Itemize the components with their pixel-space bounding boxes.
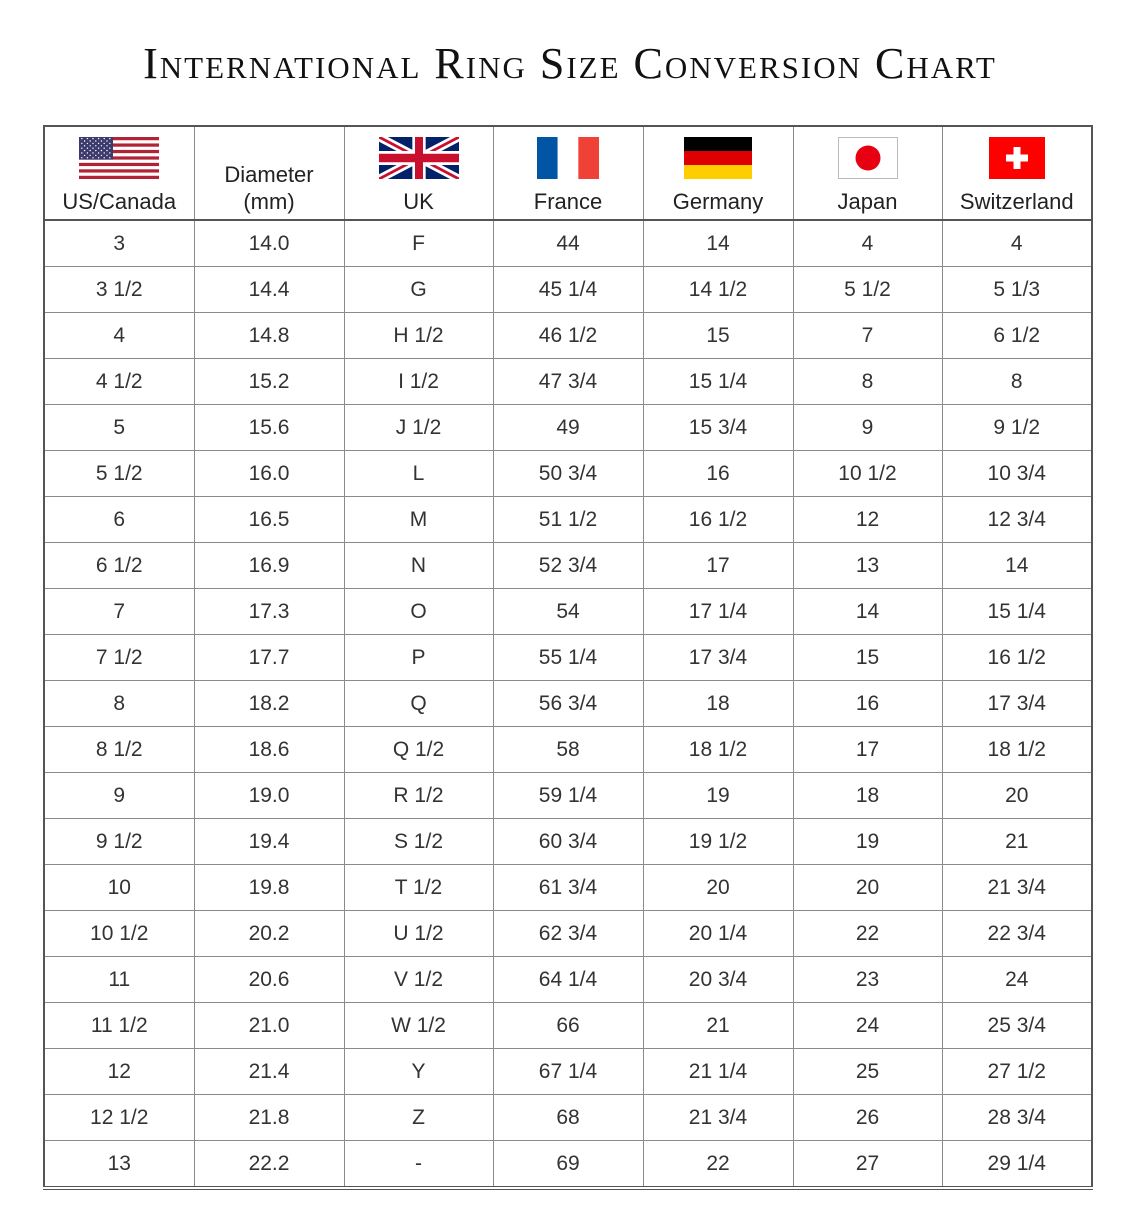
table-cell: 6 1/2 <box>44 543 194 589</box>
table-cell: 9 <box>793 405 942 451</box>
table-cell: 29 1/4 <box>942 1141 1092 1189</box>
table-cell: H 1/2 <box>344 313 493 359</box>
table-cell: 12 <box>44 1049 194 1095</box>
table-row <box>44 1003 1092 1049</box>
table-cell: 60 3/4 <box>493 819 643 865</box>
table-cell: 6 <box>44 497 194 543</box>
table-cell: 11 <box>44 957 194 1003</box>
table-cell: 4 1/2 <box>44 359 194 405</box>
table-cell: 20 3/4 <box>643 957 793 1003</box>
table-cell: 10 1/2 <box>44 911 194 957</box>
table-cell: 17 1/4 <box>643 589 793 635</box>
table-cell: 17 <box>643 543 793 589</box>
table-cell: 15 3/4 <box>643 405 793 451</box>
table-cell: 24 <box>942 957 1092 1003</box>
header-us-canada <box>44 126 194 220</box>
table-cell: R 1/2 <box>344 773 493 819</box>
table-cell: 16 1/2 <box>942 635 1092 681</box>
table-cell: G <box>344 267 493 313</box>
table-cell: 20.6 <box>194 957 344 1003</box>
table-cell: 44 <box>493 220 643 267</box>
table-cell: 4 <box>793 220 942 267</box>
header-label-line2: (mm) <box>243 189 295 214</box>
table-cell: Z <box>344 1095 493 1141</box>
table-cell: S 1/2 <box>344 819 493 865</box>
table-cell: 10 3/4 <box>942 451 1092 497</box>
table-cell: 9 1/2 <box>942 405 1092 451</box>
table-cell: 21 <box>942 819 1092 865</box>
table-cell: 22 3/4 <box>942 911 1092 957</box>
uk-flag-icon <box>379 137 459 179</box>
table-cell: 28 3/4 <box>942 1095 1092 1141</box>
table-cell: Y <box>344 1049 493 1095</box>
table-cell: 69 <box>493 1141 643 1189</box>
table-cell: V 1/2 <box>344 957 493 1003</box>
table-cell: 20 <box>793 865 942 911</box>
table-row <box>44 1049 1092 1095</box>
table-cell: 9 <box>44 773 194 819</box>
table-cell: 21.4 <box>194 1049 344 1095</box>
table-cell: 16 1/2 <box>643 497 793 543</box>
table-cell: 8 1/2 <box>44 727 194 773</box>
table-cell: 49 <box>493 405 643 451</box>
table-cell: T 1/2 <box>344 865 493 911</box>
switzerland-flag-icon <box>989 137 1045 179</box>
table-cell: 17 3/4 <box>643 635 793 681</box>
table-cell: 26 <box>793 1095 942 1141</box>
table-cell: 18.2 <box>194 681 344 727</box>
table-cell: 16 <box>793 681 942 727</box>
table-cell: 4 <box>44 313 194 359</box>
table-body <box>44 220 1092 1188</box>
table-cell: 15 1/4 <box>942 589 1092 635</box>
table-cell: 64 1/4 <box>493 957 643 1003</box>
table-cell: 45 1/4 <box>493 267 643 313</box>
table-cell: 21 1/4 <box>643 1049 793 1095</box>
table-cell: 67 1/4 <box>493 1049 643 1095</box>
table-cell: Q 1/2 <box>344 727 493 773</box>
table-cell: 22 <box>643 1141 793 1189</box>
table-cell: 15.6 <box>194 405 344 451</box>
table-cell: 12 1/2 <box>44 1095 194 1141</box>
header-france <box>493 126 643 220</box>
table-row <box>44 313 1092 359</box>
table-cell: L <box>344 451 493 497</box>
table-cell: 14 1/2 <box>643 267 793 313</box>
ring-size-table <box>43 125 1093 1190</box>
japan-flag-icon <box>838 137 898 179</box>
table-cell: 19 <box>793 819 942 865</box>
table-row <box>44 681 1092 727</box>
table-cell: 14.8 <box>194 313 344 359</box>
table-cell: 16.5 <box>194 497 344 543</box>
header-label: France <box>533 189 603 214</box>
table-row <box>44 957 1092 1003</box>
table-cell: 16.9 <box>194 543 344 589</box>
table-cell: 50 3/4 <box>493 451 643 497</box>
table-cell: 68 <box>493 1095 643 1141</box>
table-cell: U 1/2 <box>344 911 493 957</box>
table-row <box>44 911 1092 957</box>
table-row <box>44 773 1092 819</box>
table-cell: 10 1/2 <box>793 451 942 497</box>
table-cell: 7 1/2 <box>44 635 194 681</box>
header-diameter <box>194 126 344 220</box>
table-cell: 4 <box>942 220 1092 267</box>
table-cell: 27 <box>793 1141 942 1189</box>
table-cell: 10 <box>44 865 194 911</box>
table-cell: 20.2 <box>194 911 344 957</box>
table-row <box>44 405 1092 451</box>
table-cell: 59 1/4 <box>493 773 643 819</box>
table-cell: 23 <box>793 957 942 1003</box>
table-row <box>44 1141 1092 1189</box>
table-cell: 12 <box>793 497 942 543</box>
table-cell: 21.8 <box>194 1095 344 1141</box>
us-flag-icon <box>79 137 159 179</box>
table-row <box>44 543 1092 589</box>
table-cell: 16.0 <box>194 451 344 497</box>
table-cell: I 1/2 <box>344 359 493 405</box>
table-row <box>44 497 1092 543</box>
table-cell: P <box>344 635 493 681</box>
page-title: International Ring Size Conversion Chart <box>143 39 997 88</box>
table-cell: 22.2 <box>194 1141 344 1189</box>
table-cell: 17.7 <box>194 635 344 681</box>
table-cell: 20 1/4 <box>643 911 793 957</box>
table-cell: 14 <box>942 543 1092 589</box>
table-row <box>44 865 1092 911</box>
header-label: Germany <box>672 189 764 214</box>
table-cell: 18.6 <box>194 727 344 773</box>
table-cell: 54 <box>493 589 643 635</box>
table-cell: 7 <box>793 313 942 359</box>
table-cell: 5 1/2 <box>793 267 942 313</box>
table-cell: 9 1/2 <box>44 819 194 865</box>
table-cell: 18 <box>793 773 942 819</box>
table-row <box>44 819 1092 865</box>
table-cell: 15 1/4 <box>643 359 793 405</box>
table-cell: 19.8 <box>194 865 344 911</box>
table-cell: 5 1/2 <box>44 451 194 497</box>
table-cell: 6 1/2 <box>942 313 1092 359</box>
header-uk <box>344 126 493 220</box>
table-cell: 15.2 <box>194 359 344 405</box>
table-cell: 25 3/4 <box>942 1003 1092 1049</box>
table-cell: 20 <box>643 865 793 911</box>
table-cell: 19 <box>643 773 793 819</box>
table-cell: 3 <box>44 220 194 267</box>
table-cell: 8 <box>44 681 194 727</box>
table-row <box>44 451 1092 497</box>
header-germany <box>643 126 793 220</box>
header-label: UK <box>403 189 434 214</box>
table-cell: 27 1/2 <box>942 1049 1092 1095</box>
table-row <box>44 589 1092 635</box>
header-japan <box>793 126 942 220</box>
table-cell: 20 <box>942 773 1092 819</box>
table-row <box>44 267 1092 313</box>
table-cell: 18 1/2 <box>643 727 793 773</box>
table-cell: - <box>344 1141 493 1189</box>
table-cell: 14.4 <box>194 267 344 313</box>
header-label: Japan <box>837 189 898 214</box>
table-cell: 18 <box>643 681 793 727</box>
table-cell: 52 3/4 <box>493 543 643 589</box>
table-cell: 14 <box>643 220 793 267</box>
table-cell: 17.3 <box>194 589 344 635</box>
table-cell: 5 <box>44 405 194 451</box>
table-row <box>44 359 1092 405</box>
table-row <box>44 635 1092 681</box>
table-row <box>44 220 1092 267</box>
table-cell: 58 <box>493 727 643 773</box>
table-cell: 19.0 <box>194 773 344 819</box>
table-cell: 22 <box>793 911 942 957</box>
table-cell: 55 1/4 <box>493 635 643 681</box>
header-label: US/Canada <box>62 189 177 214</box>
table-cell: 14.0 <box>194 220 344 267</box>
table-cell: 62 3/4 <box>493 911 643 957</box>
table-cell: 21 3/4 <box>643 1095 793 1141</box>
table-row <box>44 727 1092 773</box>
table-cell: 17 3/4 <box>942 681 1092 727</box>
table-cell: 13 <box>44 1141 194 1189</box>
table-cell: Q <box>344 681 493 727</box>
table-cell: 46 1/2 <box>493 313 643 359</box>
table-cell: 21 <box>643 1003 793 1049</box>
table-cell: N <box>344 543 493 589</box>
table-cell: 8 <box>942 359 1092 405</box>
germany-flag-icon <box>684 137 752 179</box>
table-cell: 12 3/4 <box>942 497 1092 543</box>
header-row <box>44 126 1092 220</box>
table-cell: 66 <box>493 1003 643 1049</box>
table-cell: J 1/2 <box>344 405 493 451</box>
table-cell: 18 1/2 <box>942 727 1092 773</box>
table-cell: 47 3/4 <box>493 359 643 405</box>
table-cell: 16 <box>643 451 793 497</box>
table-cell: 15 <box>643 313 793 359</box>
table-cell: 51 1/2 <box>493 497 643 543</box>
table-cell: 3 1/2 <box>44 267 194 313</box>
table-cell: 21 3/4 <box>942 865 1092 911</box>
table-cell: 24 <box>793 1003 942 1049</box>
table-cell: 17 <box>793 727 942 773</box>
table-cell: 8 <box>793 359 942 405</box>
table-cell: 19.4 <box>194 819 344 865</box>
table-cell: O <box>344 589 493 635</box>
header-label-line1: Diameter <box>224 162 314 187</box>
header-label: Switzerland <box>959 189 1074 214</box>
table-cell: 19 1/2 <box>643 819 793 865</box>
table-cell: 56 3/4 <box>493 681 643 727</box>
table-cell: 13 <box>793 543 942 589</box>
table-cell: 15 <box>793 635 942 681</box>
france-flag-icon <box>537 137 599 179</box>
table-cell: F <box>344 220 493 267</box>
table-row <box>44 1095 1092 1141</box>
table-cell: 5 1/3 <box>942 267 1092 313</box>
table-cell: 21.0 <box>194 1003 344 1049</box>
table-cell: M <box>344 497 493 543</box>
table-cell: 25 <box>793 1049 942 1095</box>
table-cell: 14 <box>793 589 942 635</box>
table-cell: 7 <box>44 589 194 635</box>
table-cell: W 1/2 <box>344 1003 493 1049</box>
table-cell: 61 3/4 <box>493 865 643 911</box>
header-switzerland <box>942 126 1092 220</box>
table-cell: 11 1/2 <box>44 1003 194 1049</box>
